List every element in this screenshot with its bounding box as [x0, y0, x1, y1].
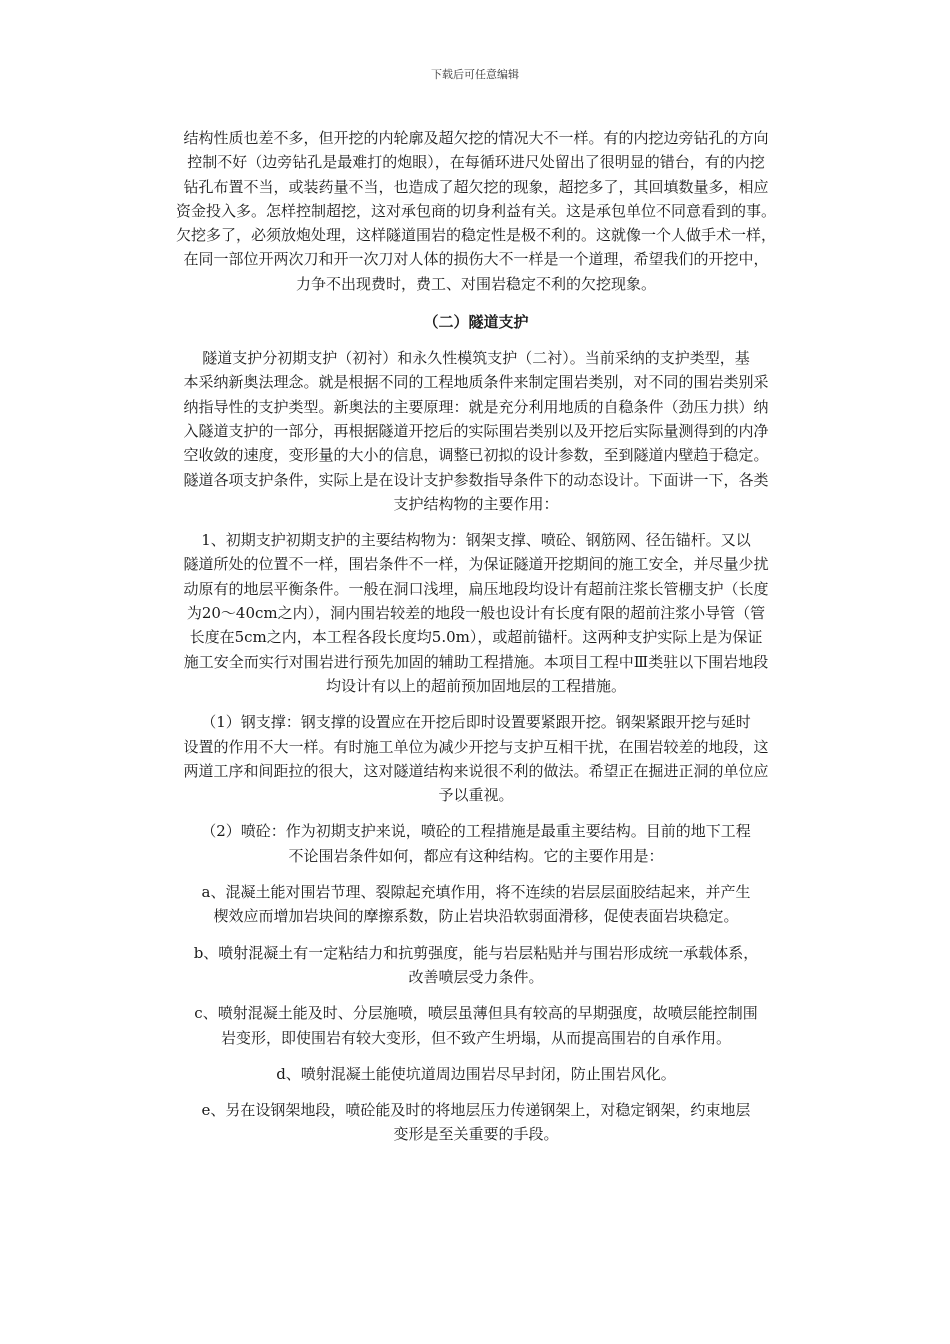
list-item-d [146, 1062, 806, 1086]
text-line: 空收敛的速度，变形量的大小的信息，调整已初拟的设计参数，至到隧道内壁趋于稳定。 [183, 446, 769, 465]
text-line: 隧道各项支护条件，实际上是在设计支护参数指导条件下的动态设计。下面讲一下，各类 [183, 470, 769, 489]
section-title: （二）隧道支护 [423, 313, 529, 332]
text-line: 在同一部位开两次刀和开一次刀对人体的损伤大不一样是一个道理，希望我们的开挖中， [183, 250, 769, 269]
list-item-e [146, 1098, 806, 1147]
paragraph-initial-support [146, 528, 806, 698]
text-line: 予以重视。 [438, 786, 514, 805]
list-item-a [146, 880, 806, 929]
text-line: 欠挖多了，必须放炮处理，这样隧道围岩的稳定性是极不利的。这就像一个人做手术一样， [175, 226, 776, 245]
list-item-b [146, 941, 806, 990]
document-body [146, 126, 806, 1147]
paragraph-shotcrete [146, 819, 806, 868]
text-line: 控制不好（边旁钻孔是最难打的炮眼），在每循环进尺处留出了很明显的错台，有的内挖 [187, 153, 765, 172]
text-line: 不论围岩条件如何，都应有这种结构。它的主要作用是： [288, 846, 664, 865]
text-line: 为20～40cm之内），洞内围岩较差的地段一般也设计有长度有限的超前注浆小导管（管 [186, 604, 766, 623]
text-line: 1、初期支护初期支护的主要结构物为：钢架支撑、喷砼、钢筋网、径缶锚杆。又以 [201, 531, 751, 550]
paragraph-steel-support [146, 710, 806, 807]
text-line: 设置的作用不大一样。有时施工单位为减少开挖与支护互相干扰，在围岩较差的地段，这 [183, 737, 769, 756]
text-line: b、喷射混凝土有一定粘结力和抗剪强度，能与岩层粘贴并与围岩形成统一承载体系， [193, 943, 759, 962]
text-line: 本采纳新奥法理念。就是根据不同的工程地质条件来制定围岩类别，对不同的围岩类别采 [183, 373, 769, 392]
text-line: 力争不出现费时，费工、对围岩稳定不利的欠挖现象。 [295, 274, 656, 293]
text-line: 两道工序和间距拉的很大，这对隧道结构来说很不利的做法。希望正在掘进正洞的单位应 [183, 761, 769, 780]
text-line: 入隧道支护的一部分，再根据隧道开挖后的实际围岩类别以及开挖后实际量测得到的内净 [183, 421, 769, 440]
text-line: 纳指导性的支护类型。新奥法的主要原理：就是充分利用地质的自稳条件（劲压力拱）纳 [183, 397, 769, 416]
text-line: （2）喷砼：作为初期支护来说，喷砼的工程措施是最重主要结构。目前的地下工程 [201, 822, 751, 841]
text-line: 隧道支护分初期支护（初衬）和永久性模筑支护（二衬）。当前采纳的支护类型，基 [202, 349, 750, 368]
text-line: 施工安全而实行对围岩进行预先加固的辅助工程措施。本项目工程中Ⅲ类驻以下围岩地段 [183, 652, 769, 671]
text-line: 钻孔布置不当，或装药量不当，也造成了超欠挖的现象，超挖多了，其回填数量多，相应 [183, 177, 769, 196]
text-line: 变形是至关重要的手段。 [393, 1125, 559, 1144]
text-line: 楔效应而增加岩块间的摩擦系数，防止岩块沿软弱面滑移，促使表面岩块稳定。 [213, 907, 739, 926]
paragraph-overbreak [146, 126, 806, 296]
text-line: 均设计有以上的超前预加固地层的工程措施。 [325, 676, 626, 695]
paragraph-support-intro [146, 346, 806, 516]
text-line: d、喷射混凝土能使坑道周边围岩尽早封闭，防止围岩风化。 [276, 1064, 676, 1083]
text-line: （1）钢支撑：钢支撑的设置应在开挖后即时设置要紧跟开挖。钢架紧跟开挖与延时 [201, 713, 751, 732]
text-line: a、混凝土能对围岩节理、裂隙起充填作用，将不连续的岩层层面胶结起来，并产生 [201, 883, 751, 902]
text-line: 岩变形，即使围岩有较大变形，但不致产生坍塌，从而提高围岩的自承作用。 [220, 1028, 731, 1047]
text-line: e、另在设钢架地段，喷砼能及时的将地层压力传递钢架上，对稳定钢架，约束地层 [201, 1101, 751, 1120]
list-item-c [146, 1001, 806, 1050]
text-line: 资金投入多。怎样控制超挖，这对承包商的切身利益有关。这是承包单位不同意看到的事。 [175, 201, 776, 220]
text-line: 改善喷层受力条件。 [408, 967, 544, 986]
text-line: 动原有的地层平衡条件。一般在洞口浅埋，扁压地段均设计有超前注浆长管棚支护（长度 [183, 579, 769, 598]
page-header: 下载后可任意编辑 [431, 68, 519, 81]
text-line: 长度在5cm之内，本工程各段长度均5.0m），或超前锚杆。这两种支护实际上是为保证 [189, 628, 763, 647]
text-line: c、喷射混凝土能及时、分层施喷，喷层虽薄但具有较高的早期强度，故喷层能控制围 [194, 1004, 758, 1023]
text-line: 隧道所处的位置不一样，围岩条件不一样，为保证隧道开挖期间的施工安全，并尽量少扰 [183, 555, 769, 574]
text-line: 结构性质也差不多，但开挖的内轮廓及超欠挖的情况大不一样。有的内挖边旁钻孔的方向 [183, 129, 769, 147]
text-line: 支护结构物的主要作用： [393, 494, 559, 513]
